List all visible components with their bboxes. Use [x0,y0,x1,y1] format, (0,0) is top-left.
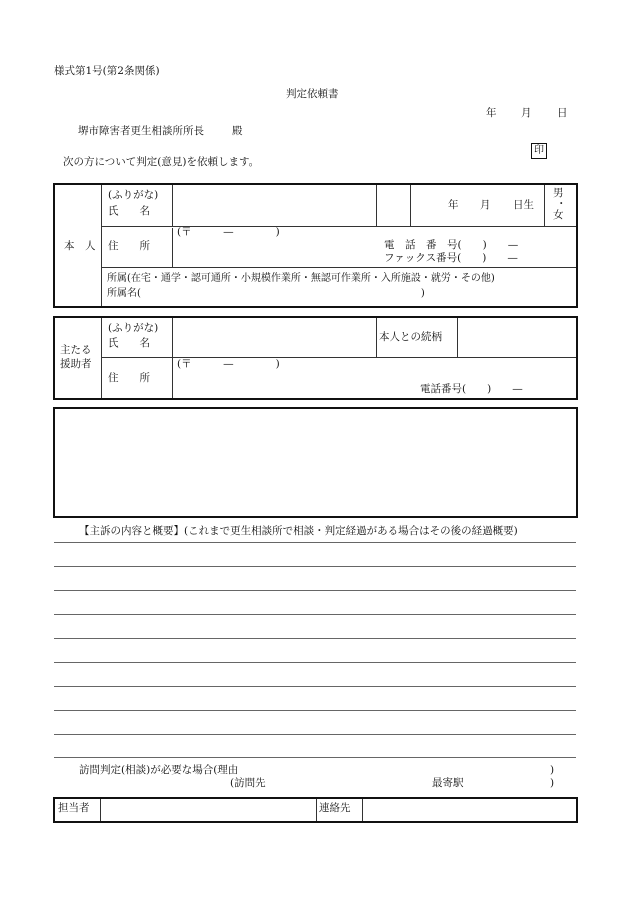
sex-male: 男 [553,187,564,199]
birth-month: 月 [480,199,491,211]
staff-label: 担当者 [58,802,90,814]
person-address-label: 住 所 [108,240,150,252]
person-phone: 電 話 番 号( ) — [384,239,519,251]
honorific: 殿 [232,125,243,137]
page-title: 判定依頼書 [286,88,339,100]
date-day: 日 [557,107,568,119]
helper-section-label-1: 主たる [60,344,92,356]
intro-text: 次の方について判定(意見)を依頼します。 [63,156,260,168]
visit-reason: 訪問判定(相談)が必要な場合(理由 [79,764,239,776]
helper-name-label: 氏 名 [108,337,150,349]
complaint-heading: 【主訴の内容と概要】(これまで更生相談所で相談・判定経過がある場合はその後の経過概要) [79,525,518,537]
visit-destination-close: ) [550,777,555,789]
person-postal: (〒 — ) [177,226,280,238]
ruled-line [54,710,576,711]
ruled-line [54,734,576,735]
ruled-line [54,686,576,687]
helper-section-label-2: 援助者 [60,358,92,370]
ruled-line [54,590,576,591]
helper-phone: 電話番号( ) — [420,383,523,395]
visit-station: 最寄駅 [432,777,464,789]
sex-female: 女 [553,209,564,221]
footer-table [53,797,578,823]
visit-reason-close: ) [550,764,555,776]
helper-relation-label: 本人との続柄 [379,331,442,343]
date-year: 年 [486,107,497,119]
blank-box[interactable] [53,407,578,518]
person-fax: ファックス番号( ) — [384,252,518,264]
birth-day: 日生 [513,199,534,211]
person-section-label: 本 人 [64,240,96,252]
helper-furigana-label: (ふりがな) [108,322,159,334]
date-month: 月 [521,107,532,119]
birth-year: 年 [448,199,459,211]
person-furigana-label: (ふりがな) [108,189,159,201]
contact-label: 連絡先 [319,802,351,814]
helper-postal: (〒 — ) [177,358,280,370]
visit-destination: (訪問先 [230,777,266,789]
person-affiliation: 所属(在宅・通学・認可通所・小規模作業所・無認可作業所・入所施設・就労・その他) [107,273,495,284]
ruled-line [54,662,576,663]
person-affiliation-name: 所属名( ) [107,288,425,299]
ruled-line [54,757,576,758]
addressee: 堺市障害者更生相談所所長 [78,125,204,137]
ruled-line [54,566,576,567]
ruled-line [54,638,576,639]
ruled-line [54,542,576,543]
ruled-line [54,614,576,615]
sex-dot: ・ [556,198,567,210]
person-name-label: 氏 名 [108,205,150,217]
form-number: 様式第1号(第2条関係) [54,65,160,77]
seal-box: 印 [531,143,547,159]
helper-address-label: 住 所 [108,372,150,384]
